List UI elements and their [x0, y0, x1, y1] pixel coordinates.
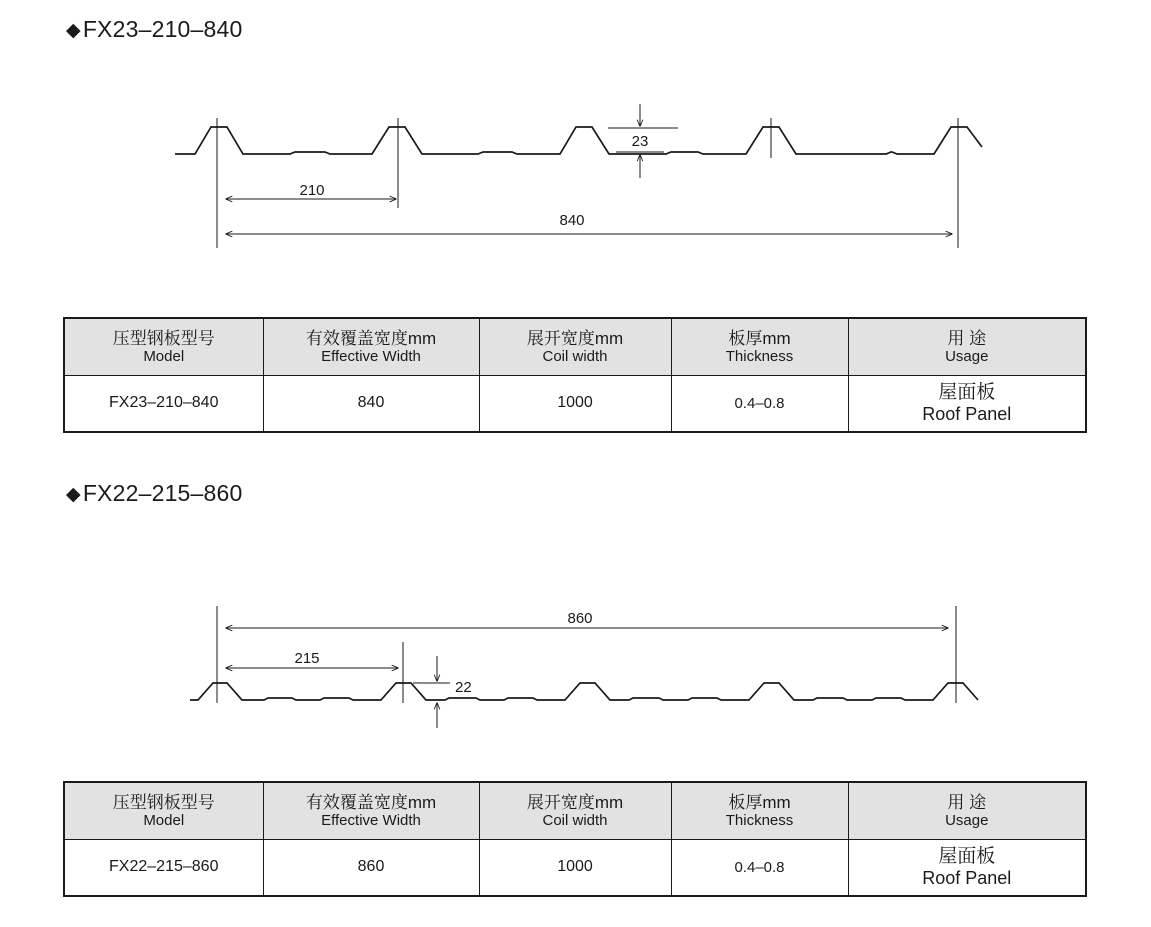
header-thickness: 板厚mm Thickness — [671, 318, 848, 376]
cell-coil-width: 1000 — [479, 840, 671, 897]
profile-line-2 — [190, 683, 978, 700]
header-effective-width: 有效覆盖宽度mm Effective Width — [263, 782, 479, 840]
header-model: 压型钢板型号 Model — [64, 318, 263, 376]
section-title-2-text: FX22–215–860 — [82, 480, 243, 506]
header-effective-width: 有效覆盖宽度mm Effective Width — [263, 318, 479, 376]
header-usage: 用 途 Usage — [848, 782, 1086, 840]
height-label-2: 22 — [455, 679, 472, 696]
height-label-1: 23 — [631, 133, 649, 150]
table-header-row — [64, 318, 1086, 376]
spec-table-2 — [63, 781, 1087, 897]
section-title-1-text: FX23–210–840 — [82, 16, 243, 42]
cell-effective-width: 860 — [263, 840, 479, 897]
profile-line-1 — [175, 127, 982, 154]
cell-usage: 屋面板 Roof Panel — [848, 840, 1086, 897]
cell-usage: 屋面板 Roof Panel — [848, 376, 1086, 433]
cell-model: FX23–210–840 — [64, 376, 263, 433]
table-row — [64, 840, 1086, 897]
header-usage: 用 途 Usage — [848, 318, 1086, 376]
cell-effective-width: 840 — [263, 376, 479, 433]
diamond-bullet-icon: ◆ — [66, 20, 81, 41]
table-row — [64, 376, 1086, 433]
cell-coil-width: 1000 — [479, 376, 671, 433]
pitch-label-1: 210 — [299, 182, 325, 199]
header-model: 压型钢板型号 Model — [64, 782, 263, 840]
section-title-1 — [66, 16, 243, 43]
cell-thickness: 0.4–0.8 — [671, 376, 848, 433]
diamond-bullet-icon: ◆ — [66, 484, 81, 505]
header-coil-width: 展开宽度mm Coil width — [479, 782, 671, 840]
section-title-2 — [66, 480, 243, 507]
cell-thickness: 0.4–0.8 — [671, 840, 848, 897]
pitch-label-2: 215 — [294, 650, 320, 667]
table-header-row — [64, 782, 1086, 840]
cell-model: FX22–215–860 — [64, 840, 263, 897]
width-label-1: 840 — [559, 212, 585, 229]
width-label-2: 860 — [567, 610, 593, 627]
header-coil-width: 展开宽度mm Coil width — [479, 318, 671, 376]
profile-drawing-2 — [0, 598, 1151, 738]
header-thickness: 板厚mm Thickness — [671, 782, 848, 840]
spec-table-1 — [63, 317, 1087, 433]
